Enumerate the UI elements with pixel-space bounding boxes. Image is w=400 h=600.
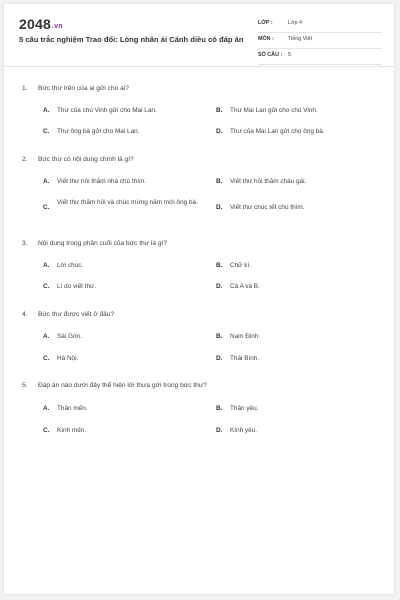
question-number: 1. — [22, 85, 28, 92]
option-letter: D. — [216, 355, 223, 362]
meta-subject-label: MÔN : — [258, 36, 274, 42]
option-letter: B. — [216, 405, 223, 412]
option-letter: C. — [43, 355, 50, 362]
option-text: Lí do viết thư. — [57, 283, 97, 290]
option-letter: B. — [216, 333, 223, 340]
option-text: Viết thư hỏi thăm nhà chú thím. — [57, 178, 147, 185]
option-letter: A. — [43, 405, 50, 412]
option-text: Chữ kí. — [230, 262, 251, 269]
question-text: Bức thư được viết ở đâu? — [38, 311, 115, 318]
option-text: Thư của Mai Lan gửi cho ông bà. — [230, 128, 325, 135]
worksheet-header — [4, 4, 394, 67]
question-4 — [22, 311, 114, 318]
option-text: Viết thư thăm hỏi và chúc mừng năm mới ông bà. — [57, 199, 198, 206]
option-text: Thái Bình. — [230, 355, 260, 362]
logo-text: 2048 — [19, 16, 51, 32]
option-letter: C. — [43, 204, 50, 211]
option-letter: A. — [43, 262, 50, 269]
option-letter: C. — [43, 283, 50, 290]
option-text: Kính mến. — [57, 427, 87, 434]
question-text: Bức thư có nội dung chính là gì? — [38, 156, 134, 163]
option-letter: D. — [216, 128, 223, 135]
option-text: Thư Mai Lan gửi cho chú Vinh. — [230, 107, 318, 114]
question-5 — [22, 382, 207, 389]
option-letter: B. — [216, 178, 223, 185]
option-letter: B. — [216, 262, 223, 269]
option-letter: A. — [43, 107, 50, 114]
meta-subject-row — [258, 33, 382, 49]
option-letter: D. — [216, 204, 223, 211]
option-letter: C. — [43, 128, 50, 135]
question-text: Đáp án nào dưới đây thể hiện lời thưa gửi trong bức thư? — [38, 382, 207, 389]
option-text: Thân mến. — [57, 405, 88, 412]
option-text: Lời chúc. — [57, 262, 84, 269]
meta-info — [258, 17, 382, 65]
meta-count-label: SỐ CÂU : — [258, 52, 283, 58]
logo-suffix: .vn — [51, 23, 63, 30]
document-title: 5 câu trắc nghiệm Trao đổi: Lòng nhân ái Cánh diều có đáp án — [19, 35, 244, 44]
option-letter: B. — [216, 107, 223, 114]
option-text: Thư ông bà gửi cho Mai Lan. — [57, 128, 140, 135]
option-text: Kính yêu. — [230, 427, 258, 434]
question-3 — [22, 240, 167, 247]
meta-count-row — [258, 49, 382, 65]
meta-class-value: Lớp 4 — [288, 20, 303, 26]
question-number: 4. — [22, 311, 28, 318]
question-2 — [22, 156, 134, 163]
option-text: Hà Nội. — [57, 355, 79, 362]
option-text: Viết thư hỏi thăm cháu gái. — [230, 178, 307, 185]
question-text: Bức thư trên của ai gửi cho ai? — [38, 85, 129, 92]
option-text: Nam Định. — [230, 333, 261, 340]
option-letter: A. — [43, 333, 50, 340]
question-text: Nội dung trong phần cuối của bức thư là gì? — [38, 240, 168, 247]
meta-class-label: LỚP : — [258, 20, 273, 26]
meta-subject-value: Tiếng Việt — [288, 36, 312, 42]
option-text: Thư của chú Vinh gửi cho Mai Lan. — [57, 107, 157, 114]
option-letter: C. — [43, 427, 50, 434]
worksheet-page — [4, 4, 394, 594]
question-1 — [22, 85, 129, 92]
meta-class-row — [258, 17, 382, 33]
question-number: 2. — [22, 156, 28, 163]
option-letter: A. — [43, 178, 50, 185]
option-text: Cả A và B. — [230, 283, 260, 290]
option-text: Thân yêu. — [230, 405, 259, 412]
site-logo[interactable] — [19, 16, 63, 32]
option-text: Sài Gòn. — [57, 333, 82, 340]
option-letter: D. — [216, 283, 223, 290]
meta-count-value: 5 — [288, 52, 291, 58]
option-text: Viết thư chúc tết chú thím. — [230, 204, 305, 211]
question-number: 3. — [22, 240, 28, 247]
option-letter: D. — [216, 427, 223, 434]
question-number: 5. — [22, 382, 28, 389]
